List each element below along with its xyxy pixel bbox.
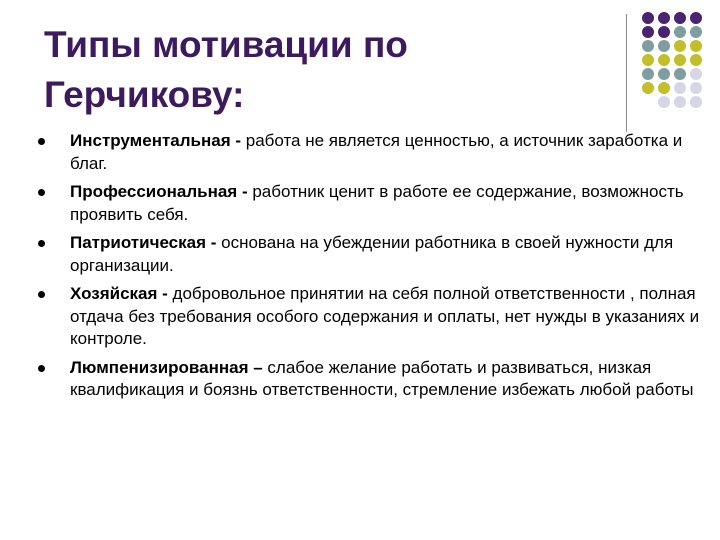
slide-title: Типы мотивации по Герчикову: (44, 24, 408, 115)
item-term: Люмпенизированная – (70, 357, 263, 377)
decorative-dot (642, 12, 654, 24)
decorative-dot (642, 26, 654, 38)
decorative-dot (674, 96, 686, 108)
decorative-dot (658, 82, 670, 94)
decorative-dot (658, 68, 670, 80)
bullet-icon (38, 365, 45, 372)
decorative-dot (658, 54, 670, 66)
list-item (38, 283, 708, 351)
decorative-dot (658, 12, 670, 24)
item-text: добровольное принятии на себя полной ответственности , полная отдача без требования особого содержания и оплаты, нет нужды в указаниях и контроле. (70, 284, 700, 348)
decorative-dot (674, 40, 686, 52)
item-text: работа не является ценностью, а источник заработка и благ. (70, 131, 683, 173)
list-item (38, 232, 708, 277)
item-term: Хозяйская - (70, 284, 168, 303)
list-item (38, 357, 708, 402)
item-term: Профессиональная - (70, 182, 248, 201)
bullet-icon (38, 240, 45, 247)
item-term: Патриотическая - (70, 233, 217, 252)
decorative-dot (642, 82, 654, 94)
decorative-dot (658, 96, 670, 108)
decorative-dot (674, 54, 686, 66)
decorative-dot (690, 82, 702, 94)
decorative-dot (690, 96, 702, 108)
item-text: работник ценит в работе ее содержание, возможность проявить себя. (70, 182, 684, 224)
title-divider (626, 14, 627, 132)
decorative-dot (658, 26, 670, 38)
list-item (38, 181, 708, 226)
decorative-dot (690, 68, 702, 80)
decorative-dot (674, 68, 686, 80)
item-text: основана на убеждении работника в своей нужности для организации. (70, 233, 674, 275)
decorative-dot (658, 40, 670, 52)
decorative-dot (642, 40, 654, 52)
list-item (38, 130, 708, 175)
decorative-dot (674, 82, 686, 94)
decorative-dot (642, 54, 654, 66)
bullet-icon (38, 189, 45, 196)
decorative-dot (690, 40, 702, 52)
decorative-dot (642, 68, 654, 80)
item-text: слабое желание работать и развиваться, низкая квалификация и боязнь ответственности, стремление избежать любой работы (70, 357, 694, 399)
bullet-icon (38, 291, 45, 298)
decorative-dot (690, 54, 702, 66)
item-term: Инструментальная - (70, 131, 242, 150)
decorative-dot-grid (642, 12, 716, 112)
decorative-dot (690, 12, 702, 24)
decorative-dot (690, 26, 702, 38)
bullet-icon (38, 138, 45, 145)
motivation-list (38, 130, 708, 408)
decorative-dot (674, 12, 686, 24)
decorative-dot (674, 26, 686, 38)
